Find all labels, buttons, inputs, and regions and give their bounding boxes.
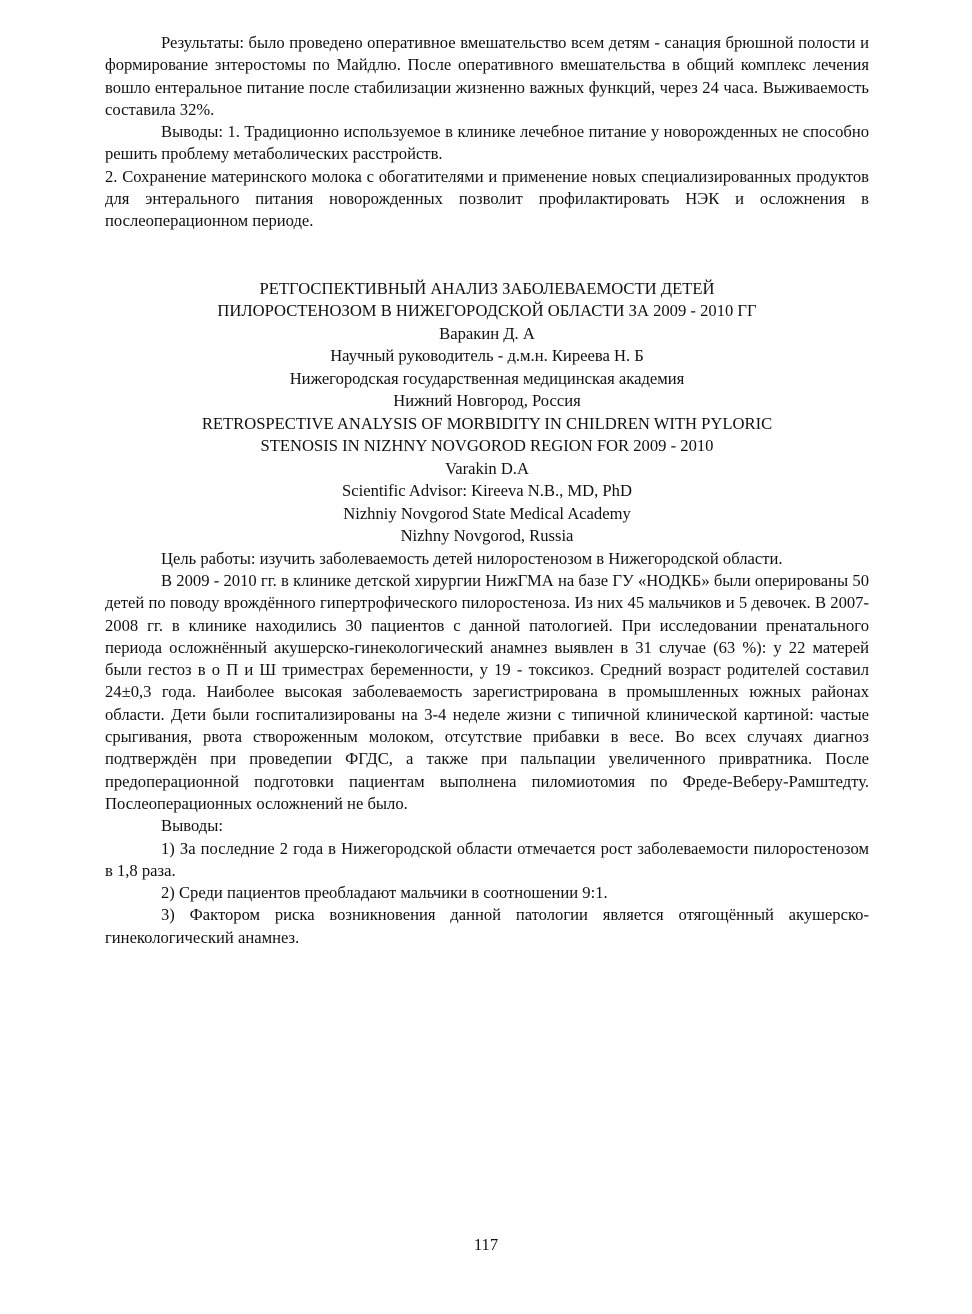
- article-header: [105, 278, 869, 548]
- section-gap: [105, 233, 869, 278]
- conclusions-heading: Выводы:: [161, 816, 223, 836]
- aim-paragraph: Цель работы: изучить заболеваемость детей нилоростенозом в Нижегородской области.: [161, 548, 783, 568]
- title-en-line-1: RETROSPECTIVE ANALYSIS OF MORBIDITY IN CHILDREN WITH PYLORIC: [201, 413, 773, 433]
- prev-conclusion-2: 2. Сохранение материнского молока с обогатителями и применение новых специализированных продуктов для энтерального питания новорожденных позволит профилактировать НЭК и осложнения в послеоперационном периоде.: [105, 166, 869, 231]
- page-content: [105, 32, 869, 949]
- prev-conclusion-1: Выводы: 1. Традиционно используемое в клинике лечебное питание у новорожденных не способно решить проблему метаболических расстройств.: [105, 122, 869, 164]
- title-en-line-2: STENOSIS IN NIZHNY NOVGOROD REGION FOR 2009 - 2010: [260, 436, 714, 456]
- city-en: Nizhny Novgorod, Russia: [400, 526, 574, 546]
- conclusion-1: 1) За последние 2 года в Нижегородской области отмечается рост заболеваемости пилоростенозом в 1,8 раза.: [105, 838, 869, 880]
- page-number: 117: [473, 1235, 499, 1254]
- institution-ru: Нижегородская государственная медицинская академия: [289, 368, 685, 388]
- conclusion-3: 3) Фактором риска возникновения данной патологии является отягощённый акушерско-гинекологический анамнез.: [105, 905, 869, 947]
- advisor-ru: Научный руководитель - д.м.н. Киреева Н. Б: [330, 346, 644, 366]
- prev-results-paragraph: Результаты: было проведено оперативное вмешательство всем детям - санация брюшной полости и формирование знтеростомы по Майдлю. После оперативного вмешательства в общий комплекс лечения вошло ентеральное питание после стабилизации жизненно важных функций, через 24 часа. Выживаемость составила 32%.: [105, 33, 869, 119]
- conclusion-2: 2) Среди пациентов преобладают мальчики в соотношении 9:1.: [161, 883, 608, 903]
- institution-en: Nizhniy Novgorod State Medical Academy: [343, 503, 631, 523]
- city-ru: Нижний Новгород, Россия: [393, 391, 581, 411]
- author-ru: Варакин Д. А: [439, 323, 535, 343]
- body-paragraph: В 2009 - 2010 гг. в клинике детской хирургии НижГМА на базе ГУ «НОДКБ» были оперированы 50 детей по поводу врождённого гипертрофического пилоростеноза. Из них 45 мальчиков и 5 девочек. В 2007- 2008 гг. в клинике находились 30 пациентов с данной патологией. При исследовании пренатального периода осложнённый акушерско-гинекологический анамнез выявлен в 31 случае (63 %): у 22 матерей были гестоз в о П и Ш триместрах беременности, у 19 - токсикоз. Средний возраст родителей составил 24±0,3 года. Наиболее высокая заболеваемость зарегистрирована в промышленных южных районах области. Дети были госпитализированы на 3-4 неделе жизни с типичной клинической картиной: частые срыгивания, рвота створоженным молоком, отсутствие прибавки в весе. Во всех случаях диагноз подтверждён при проведепии ФГДС, а также при пальпации увеличенного привратника. После предоперационной подготовки пациентам выполнена пиломиотомия по Фреде-Веберу-Рамштедту. Послеоперационных осложнений не было.: [105, 570, 869, 813]
- advisor-en: Scientific Advisor: Kireeva N.B., MD, PhD: [342, 481, 632, 501]
- title-ru-line-2: ПИЛОРОСТЕНОЗОМ В НИЖЕГОРОДСКОЙ ОБЛАСТИ ЗА 2009 - 2010 ГГ: [217, 301, 757, 321]
- author-en: Varakin D.A: [445, 458, 529, 478]
- title-ru-line-1: РЕТГОСПЕКТИВНЫЙ АНАЛИЗ ЗАБОЛЕВАЕМОСТИ ДЕТЕЙ: [259, 278, 715, 298]
